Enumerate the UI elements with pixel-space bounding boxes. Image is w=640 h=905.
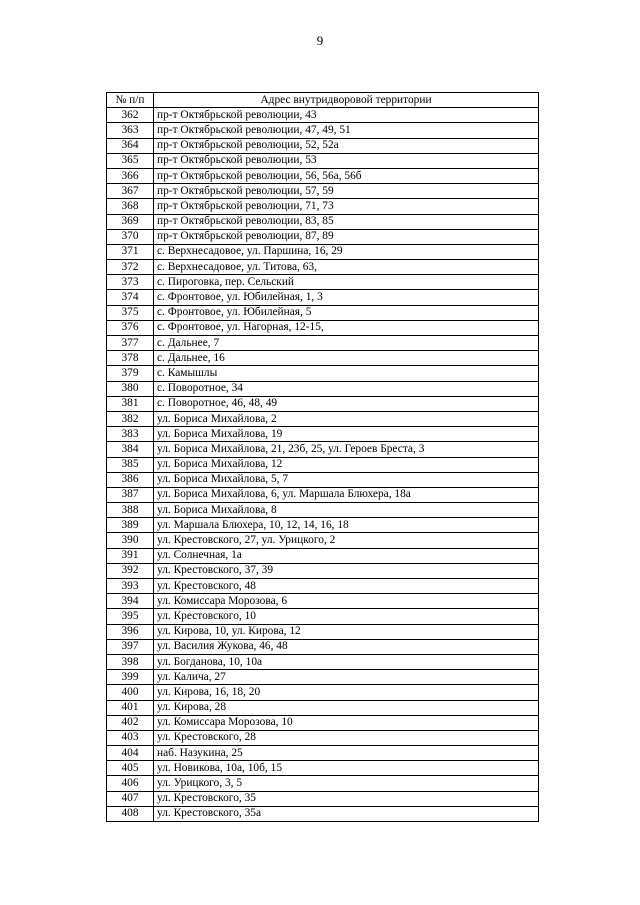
table-row: [107, 503, 539, 518]
row-number: 396: [107, 624, 154, 639]
row-number: 381: [107, 396, 154, 411]
row-address: ул. Крестовского, 27, ул. Урицкого, 2: [154, 533, 539, 548]
row-number: 405: [107, 761, 154, 776]
row-number: 399: [107, 670, 154, 685]
table-row: [107, 229, 539, 244]
table-row: [107, 123, 539, 138]
row-address: с. Камышлы: [154, 366, 539, 381]
table-row: [107, 715, 539, 730]
row-number: 371: [107, 244, 154, 259]
row-address: ул. Кирова, 16, 18, 20: [154, 685, 539, 700]
table-row: [107, 533, 539, 548]
row-number: 393: [107, 579, 154, 594]
table-row: [107, 427, 539, 442]
row-address: с. Поворотное, 46, 48, 49: [154, 396, 539, 411]
table-row: [107, 806, 539, 821]
table-row: [107, 244, 539, 259]
row-number: 408: [107, 806, 154, 821]
table-row: [107, 487, 539, 502]
row-number: 388: [107, 503, 154, 518]
row-number: 364: [107, 138, 154, 153]
table-row: [107, 457, 539, 472]
row-address: ул. Новикова, 10а, 10б, 15: [154, 761, 539, 776]
row-address: пр-т Октябрьской революции, 52, 52а: [154, 138, 539, 153]
table-row: [107, 305, 539, 320]
row-address: ул. Бориса Михайлова, 5, 7: [154, 472, 539, 487]
row-number: 377: [107, 336, 154, 351]
row-number: 389: [107, 518, 154, 533]
row-address: ул. Крестовского, 35: [154, 791, 539, 806]
row-number: 363: [107, 123, 154, 138]
table-row: [107, 579, 539, 594]
row-number: 397: [107, 639, 154, 654]
row-number: 365: [107, 153, 154, 168]
table-row: [107, 730, 539, 745]
table-row: [107, 138, 539, 153]
row-address: ул. Крестовского, 48: [154, 579, 539, 594]
row-number: 394: [107, 594, 154, 609]
row-address: ул. Богданова, 10, 10а: [154, 654, 539, 669]
page-number: 9: [316, 33, 324, 48]
table-row: [107, 654, 539, 669]
row-address: ул. Кирова, 28: [154, 700, 539, 715]
table-row: [107, 442, 539, 457]
row-number: 402: [107, 715, 154, 730]
row-address: ул. Крестовского, 10: [154, 609, 539, 624]
row-number: 375: [107, 305, 154, 320]
row-address: ул. Крестовского, 37, 39: [154, 563, 539, 578]
table-body: [107, 108, 539, 822]
row-address: ул. Бориса Михайлова, 2: [154, 411, 539, 426]
row-number: 367: [107, 184, 154, 199]
row-number: 403: [107, 730, 154, 745]
table-row: [107, 563, 539, 578]
table-row: [107, 184, 539, 199]
row-number: 401: [107, 700, 154, 715]
table-row: [107, 700, 539, 715]
row-address: с. Поворотное, 34: [154, 381, 539, 396]
row-number: 376: [107, 320, 154, 335]
table-row: [107, 366, 539, 381]
row-address: пр-т Октябрьской революции, 71, 73: [154, 199, 539, 214]
row-number: 368: [107, 199, 154, 214]
row-address: пр-т Октябрьской революции, 43: [154, 108, 539, 123]
table-row: [107, 624, 539, 639]
table-row: [107, 761, 539, 776]
table-row: [107, 336, 539, 351]
table-row: [107, 153, 539, 168]
row-number: 390: [107, 533, 154, 548]
table-row: [107, 199, 539, 214]
table-row: [107, 108, 539, 123]
table-row: [107, 791, 539, 806]
row-number: 407: [107, 791, 154, 806]
table-row: [107, 411, 539, 426]
row-address: ул. Маршала Блюхера, 10, 12, 14, 16, 18: [154, 518, 539, 533]
row-number: 386: [107, 472, 154, 487]
row-number: 366: [107, 168, 154, 183]
row-number: 382: [107, 411, 154, 426]
row-number: 369: [107, 214, 154, 229]
column-header-number: № п/п: [107, 93, 154, 108]
row-number: 406: [107, 776, 154, 791]
row-address: ул. Калича, 27: [154, 670, 539, 685]
row-address: ул. Комиссара Морозова, 10: [154, 715, 539, 730]
row-address: с. Дальнее, 7: [154, 336, 539, 351]
table-row: [107, 639, 539, 654]
row-address: с. Верхнесадовое, ул. Титова, 63,: [154, 260, 539, 275]
row-address: пр-т Октябрьской революции, 56, 56а, 56б: [154, 168, 539, 183]
table-row: [107, 320, 539, 335]
table-row: [107, 685, 539, 700]
row-address: пр-т Октябрьской революции, 57, 59: [154, 184, 539, 199]
table-row: [107, 351, 539, 366]
row-address: пр-т Октябрьской революции, 53: [154, 153, 539, 168]
row-address: пр-т Октябрьской революции, 47, 49, 51: [154, 123, 539, 138]
table-row: [107, 776, 539, 791]
row-number: 372: [107, 260, 154, 275]
row-address: ул. Василия Жукова, 46, 48: [154, 639, 539, 654]
row-address: наб. Назукина, 25: [154, 746, 539, 761]
row-address: ул. Бориса Михайлова, 8: [154, 503, 539, 518]
row-number: 374: [107, 290, 154, 305]
row-address: пр-т Октябрьской революции, 87, 89: [154, 229, 539, 244]
table-row: [107, 396, 539, 411]
row-number: 387: [107, 487, 154, 502]
row-address: с. Дальнее, 16: [154, 351, 539, 366]
table-row: [107, 594, 539, 609]
row-number: 378: [107, 351, 154, 366]
row-number: 392: [107, 563, 154, 578]
table-header-row: [107, 93, 539, 108]
table-row: [107, 609, 539, 624]
row-number: 362: [107, 108, 154, 123]
row-address: с. Фронтовое, ул. Юбилейная, 1, 3: [154, 290, 539, 305]
row-address: ул. Комиссара Морозова, 6: [154, 594, 539, 609]
row-number: 398: [107, 654, 154, 669]
row-number: 400: [107, 685, 154, 700]
row-address: пр-т Октябрьской революции, 83, 85: [154, 214, 539, 229]
table-row: [107, 214, 539, 229]
column-header-address: Адрес внутридворовой территории: [154, 93, 539, 108]
row-number: 384: [107, 442, 154, 457]
table-row: [107, 670, 539, 685]
row-number: 391: [107, 548, 154, 563]
table-row: [107, 260, 539, 275]
row-address: с. Верхнесадовое, ул. Паршина, 16, 29: [154, 244, 539, 259]
row-address: с. Фронтовое, ул. Юбилейная, 5: [154, 305, 539, 320]
table-row: [107, 472, 539, 487]
row-number: 380: [107, 381, 154, 396]
row-number: 383: [107, 427, 154, 442]
row-address: ул. Солнечная, 1а: [154, 548, 539, 563]
row-address: ул. Бориса Михайлова, 21, 23б, 25, ул. Героев Бреста, 3: [154, 442, 539, 457]
row-address: ул. Бориса Михайлова, 12: [154, 457, 539, 472]
table-row: [107, 168, 539, 183]
row-address: ул. Кирова, 10, ул. Кирова, 12: [154, 624, 539, 639]
row-address: ул. Урицкого, 3, 5: [154, 776, 539, 791]
row-address: с. Фронтовое, ул. Нагорная, 12-15,: [154, 320, 539, 335]
row-address: ул. Бориса Михайлова, 6, ул. Маршала Блюхера, 18а: [154, 487, 539, 502]
table-row: [107, 518, 539, 533]
row-address: ул. Крестовского, 28: [154, 730, 539, 745]
table-row: [107, 275, 539, 290]
row-number: 373: [107, 275, 154, 290]
row-number: 370: [107, 229, 154, 244]
table-row: [107, 746, 539, 761]
row-number: 395: [107, 609, 154, 624]
table-row: [107, 548, 539, 563]
row-number: 385: [107, 457, 154, 472]
row-number: 379: [107, 366, 154, 381]
row-address: ул. Крестовского, 35а: [154, 806, 539, 821]
row-number: 404: [107, 746, 154, 761]
row-address: ул. Бориса Михайлова, 19: [154, 427, 539, 442]
table-row: [107, 381, 539, 396]
table-row: [107, 290, 539, 305]
address-table: [106, 92, 539, 822]
row-address: с. Пироговка, пер. Сельский: [154, 275, 539, 290]
